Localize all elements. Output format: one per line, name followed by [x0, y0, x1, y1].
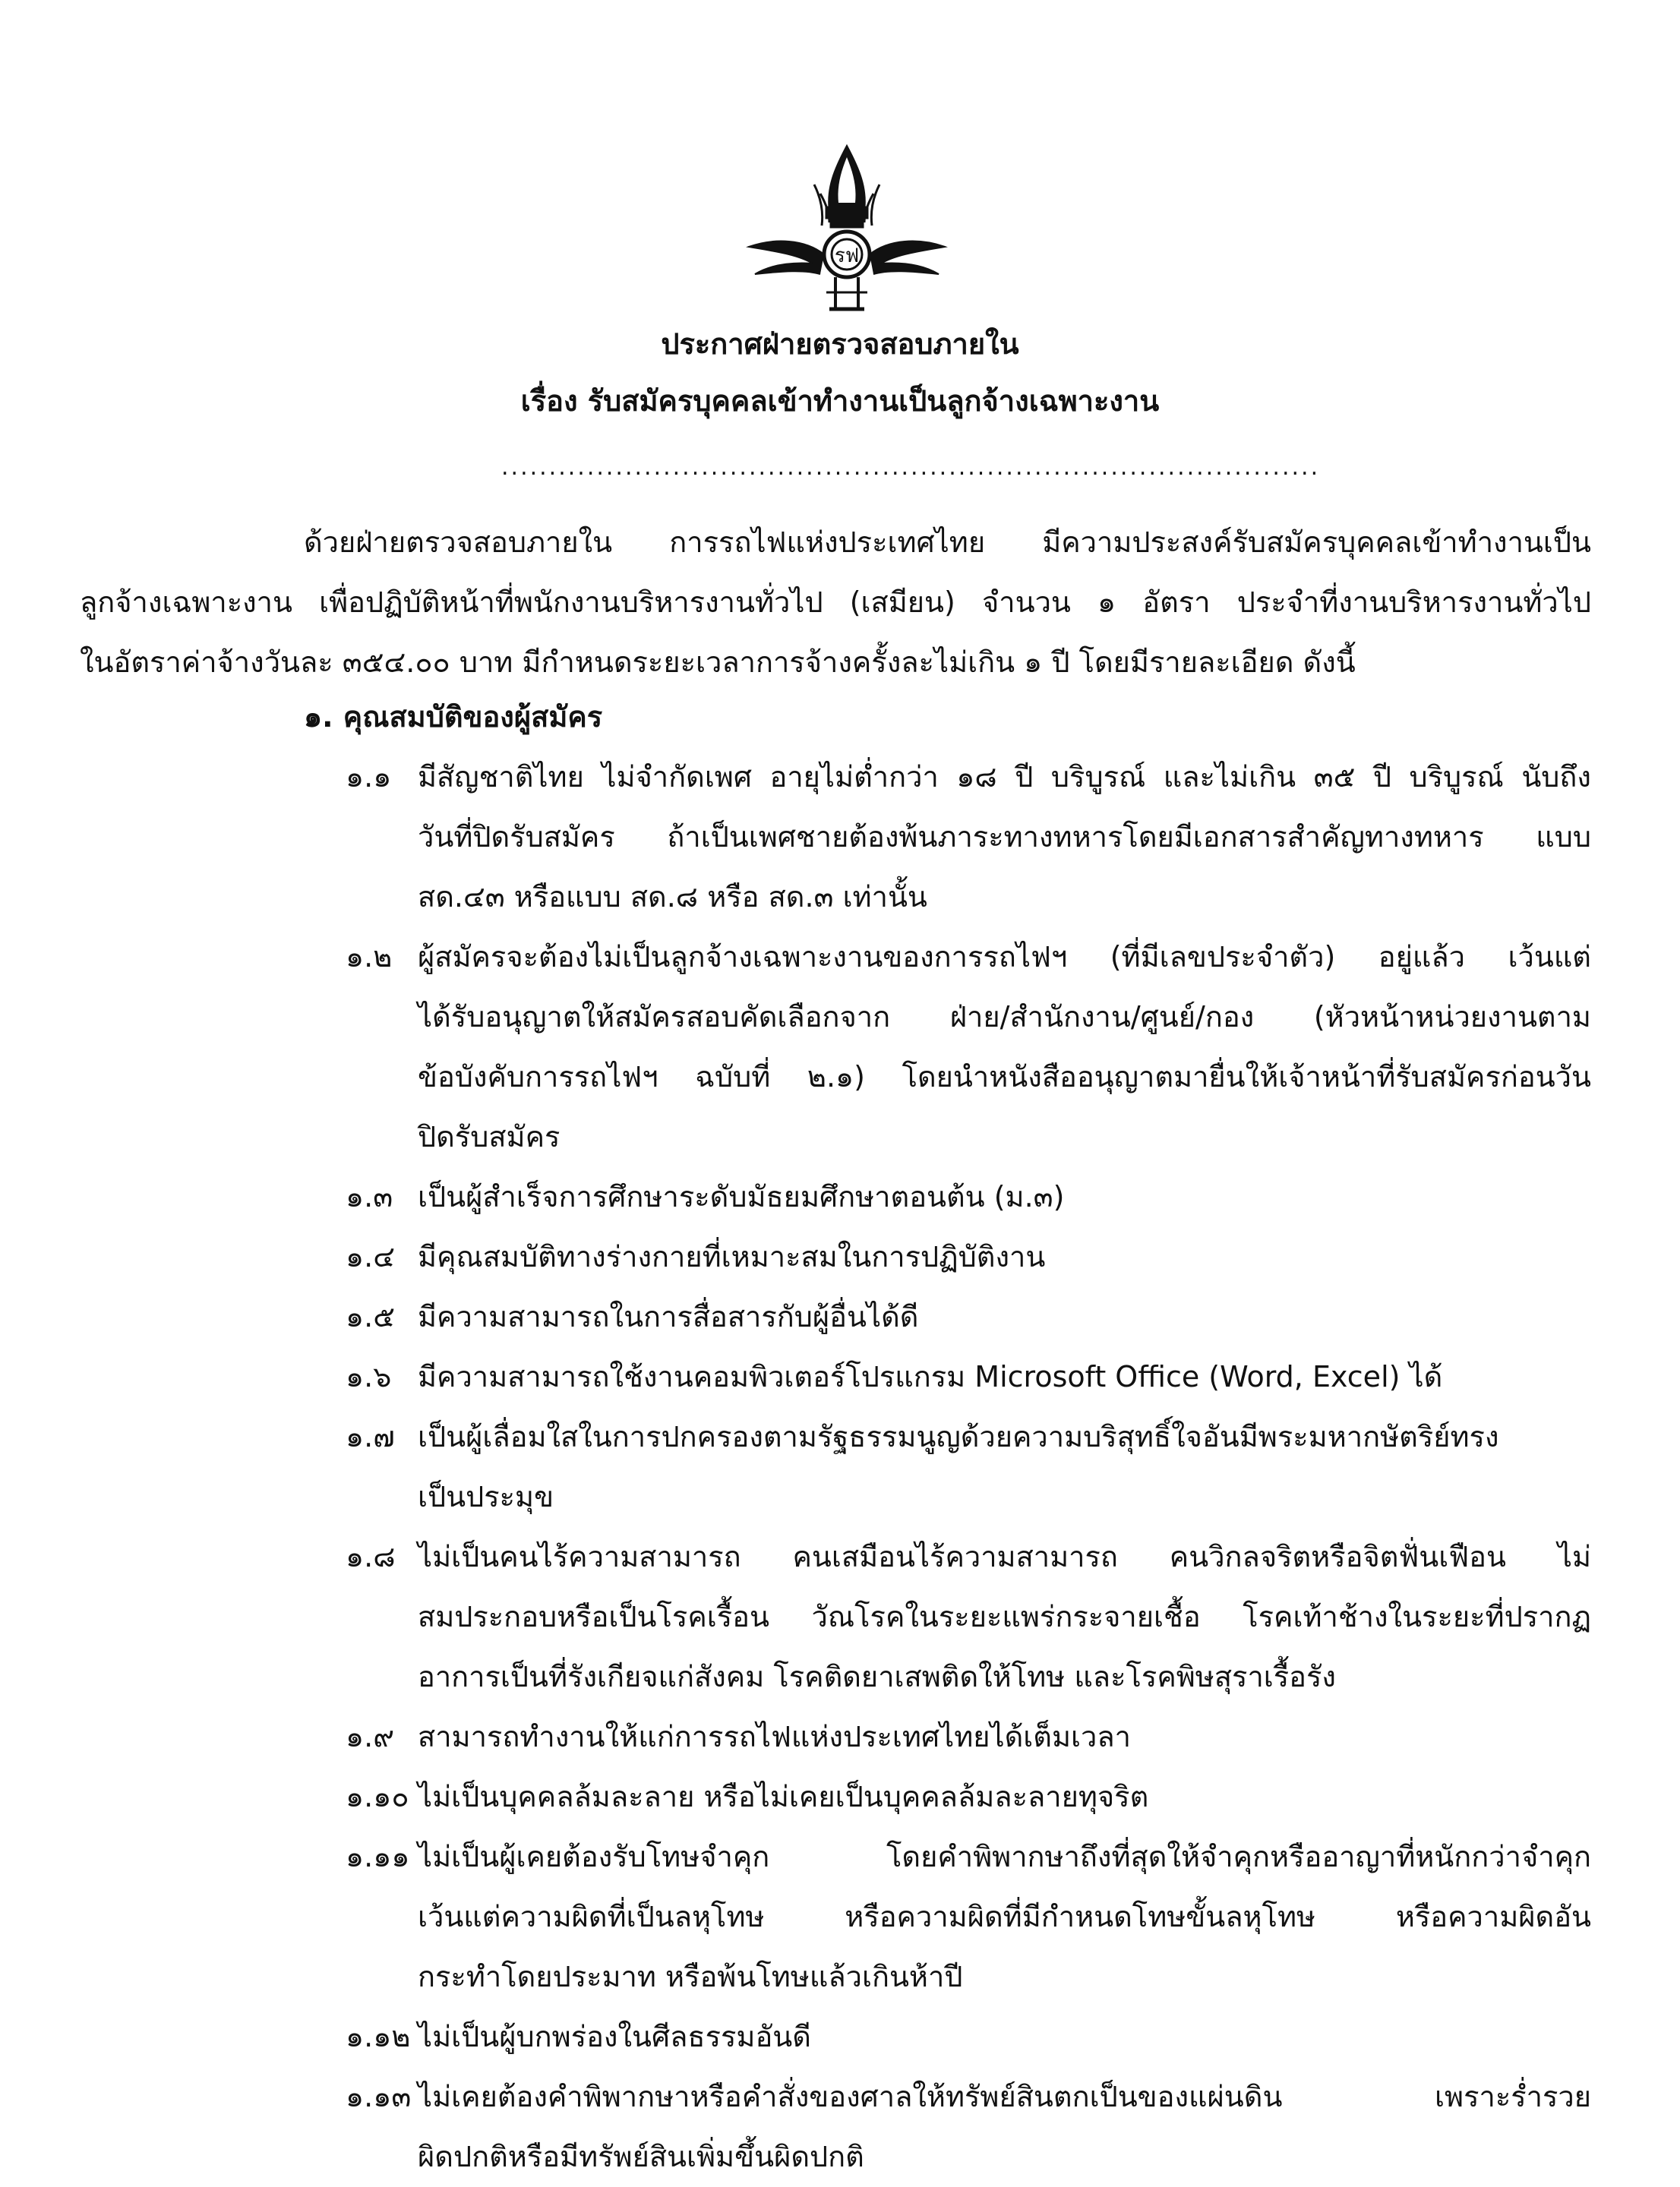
item-number: ๑.๓ — [346, 1180, 393, 1213]
item-number: ๑.๕ — [346, 1300, 395, 1333]
item-number: ๑.๒ — [346, 940, 393, 974]
item-text: ไม่เป็นบุคคลล้มละลาย หรือไม่เคยเป็นบุคคลล้มละลายทุจริต — [418, 1780, 1149, 1813]
item-text: ไม่เป็นคนไร้ความสามารถ คนเสมือนไร้ความสามารถ คนวิกลจริตหรือจิตฟั่นเฟือน ไม่ — [418, 1540, 1591, 1573]
item-text: ข้อบังคับการรถไฟฯ ฉบับที่ ๒.๑) โดยนำหนังสืออนุญาตมายื่นให้เจ้าหน้าที่รับสมัครก่อนวัน — [418, 1060, 1591, 1094]
list-item — [346, 747, 1591, 927]
item-text: ได้รับอนุญาตให้สมัครสอบคัดเลือกจาก ฝ่าย/สำนักงาน/ศูนย์/กอง (หัวหน้าหน่วยงานตาม — [418, 1000, 1591, 1034]
item-text: เป็นผู้เลื่อมใสในการปกครองตามรัฐธรรมนูญด้วยความบริสุทธิ์ใจอันมีพระมหากษัตริย์ทรง — [418, 1420, 1499, 1453]
item-text: ไม่เป็นผู้บกพร่องในศีลธรรมอันดี — [418, 2020, 811, 2053]
item-text: ผู้สมัครจะต้องไม่เป็นลูกจ้างเฉพาะงานของการรถไฟฯ (ที่มีเลขประจำตัว) อยู่แล้ว เว้นแต่ — [418, 940, 1591, 974]
item-text: มีความสามารถในการสื่อสารกับผู้อื่นได้ดี — [418, 1300, 919, 1333]
list-item — [346, 1527, 1591, 1707]
item-text: ไม่เคยต้องคำพิพากษาหรือคำสั่งของศาลให้ทรัพย์สินตกเป็นของแผ่นดิน เพราะร่ำรวย — [418, 2080, 1591, 2113]
state-railway-emblem-icon — [744, 140, 949, 315]
item-text: วันที่ปิดรับสมัคร ถ้าเป็นเพศชายต้องพ้นภาระทางทหารโดยมีเอกสารสำคัญทางทหาร แบบ — [418, 820, 1591, 854]
item-text: ไม่เป็นผู้เคยต้องรับโทษจำคุก โดยคำพิพากษาถึงที่สุดให้จำคุกหรืออาญาที่หนักกว่าจำคุก — [418, 1840, 1591, 1873]
item-number: ๑.๑๒ — [346, 2020, 411, 2053]
list-item — [346, 2067, 1591, 2187]
list-item — [346, 1707, 1591, 1767]
item-text: สมประกอบหรือเป็นโรคเรื้อน วัณโรคในระยะแพร่กระจายเชื้อ โรคเท้าช้างในระยะที่ปรากฏ — [418, 1600, 1591, 1633]
item-text: มีคุณสมบัติทางร่างกายที่เหมาะสมในการปฏิบัติงาน — [418, 1240, 1046, 1273]
intro-line: ในอัตราค่าจ้างวันละ ๓๕๔.๐๐ บาท มีกำหนดระยะเวลาการจ้างครั้งละไม่เกิน ๑ ปี โดยมีรายละเอียด ดังนี้ — [80, 645, 1356, 679]
item-text: อาการเป็นที่รังเกียจแก่สังคม โรคติดยาเสพติดให้โทษ และโรคพิษสุราเรื้อรัง — [418, 1660, 1336, 1693]
list-item — [346, 1767, 1591, 1827]
qualification-list — [346, 747, 1591, 2187]
item-number: ๑.๑ — [346, 760, 392, 794]
list-item — [346, 2007, 1591, 2067]
item-text: เป็นผู้สำเร็จการศึกษาระดับมัธยมศึกษาตอนต้น (ม.๓) — [418, 1180, 1065, 1213]
item-number: ๑.๔ — [346, 1240, 395, 1273]
list-item — [346, 1407, 1591, 1527]
list-item — [346, 927, 1591, 1167]
item-text: เป็นประมุข — [418, 1480, 554, 1513]
intro-paragraph — [80, 513, 1591, 693]
svg-text:รฟ: รฟ — [834, 245, 860, 267]
item-number: ๑.๙ — [346, 1720, 395, 1753]
item-text: สามารถทำงานให้แก่การรถไฟแห่งประเทศไทยได้เต็มเวลา — [418, 1720, 1131, 1753]
item-text: สด.๔๓ หรือแบบ สด.๘ หรือ สด.๓ เท่านั้น — [418, 880, 927, 914]
item-text: กระทำโดยประมาท หรือพ้นโทษแล้วเกินห้าปี — [418, 1960, 963, 1993]
list-item — [346, 1347, 1591, 1407]
item-number: ๑.๘ — [346, 1540, 396, 1573]
item-number: ๑.๑๑ — [346, 1840, 410, 1873]
item-number: ๑.๑๐ — [346, 1780, 409, 1813]
intro-line: ด้วยฝ่ายตรวจสอบภายใน การรถไฟแห่งประเทศไทย มีความประสงค์รับสมัครบุคคลเข้าทำงานเป็น — [304, 525, 1591, 559]
item-text: เว้นแต่ความผิดที่เป็นลหุโทษ หรือความผิดที่มีกำหนดโทษขั้นลหุโทษ หรือความผิดอัน — [418, 1900, 1591, 1933]
item-text: มีความสามารถใช้งานคอมพิวเตอร์โปรแกรม Microsoft Office (Word, Excel) ได้ — [418, 1360, 1443, 1393]
item-number: ๑.๑๓ — [346, 2080, 412, 2113]
announcement-title: ประกาศฝ่ายตรวจสอบภายใน — [661, 327, 1019, 361]
item-number: ๑.๗ — [346, 1420, 395, 1453]
dotted-divider: ...................................................................................... — [501, 454, 1321, 481]
intro-line: ลูกจ้างเฉพาะงาน เพื่อปฏิบัติหน้าที่พนักงานบริหารงานทั่วไป (เสมียน) จำนวน ๑ อัตรา ประจำที่งานบริหารงานทั่วไป — [80, 585, 1591, 619]
item-text: มีสัญชาติไทย ไม่จำกัดเพศ อายุไม่ต่ำกว่า ๑๘ ปี บริบูรณ์ และไม่เกิน ๓๕ ปี บริบูรณ์ นับถึง — [418, 760, 1591, 794]
list-item — [346, 1227, 1591, 1287]
list-item — [346, 1287, 1591, 1347]
announcement-subject: เรื่อง รับสมัครบุคคลเข้าทำงานเป็นลูกจ้างเฉพาะงาน — [520, 384, 1160, 418]
item-number: ๑.๖ — [346, 1360, 392, 1393]
list-item — [346, 1827, 1591, 2007]
item-text: ผิดปกติหรือมีทรัพย์สินเพิ่มขึ้นผิดปกติ — [418, 2140, 864, 2173]
list-item — [346, 1167, 1591, 1227]
item-text: ปิดรับสมัคร — [418, 1120, 561, 1153]
section-heading-qualifications: ๑. คุณสมบัติของผู้สมัคร — [304, 700, 603, 734]
